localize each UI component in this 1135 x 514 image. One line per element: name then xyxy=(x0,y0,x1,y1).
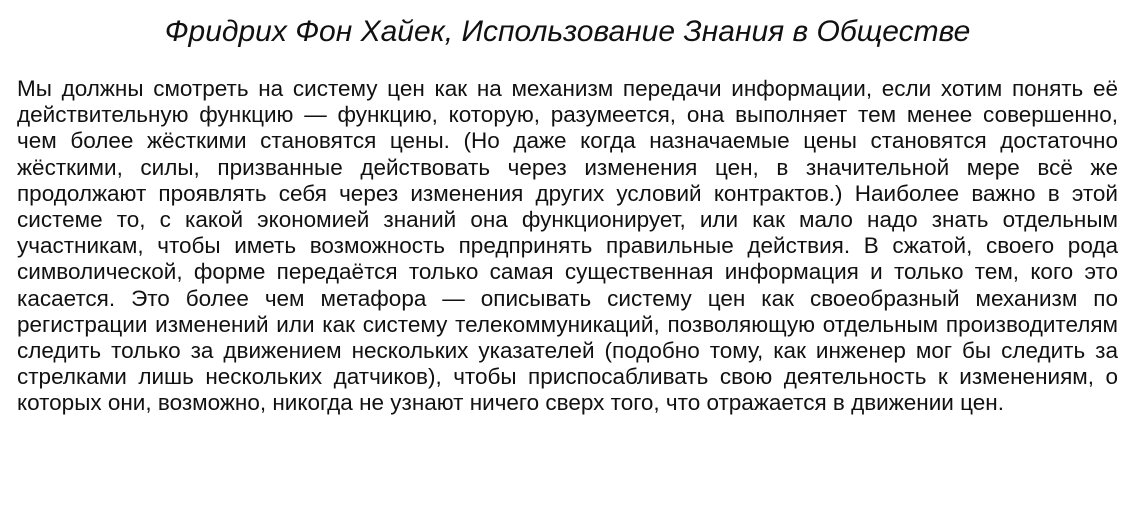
quote-paragraph: Мы должны смотреть на систему цен как на механизм передачи информации, если хотим понять её действительную функцию — функцию, которую, разумеется, она выполняет тем менее совершенно, чем более жёсткими становятся цены. (Но даже когда назначаемые цены становятся достаточно жёсткими, силы, призванные действовать через изменения цен, в значительной мере всё же продолжают проявлять себя через изменения других условий контрактов.) Наиболее важно в этой системе то, с какой экономией знаний она функционирует, или как мало надо знать отдельным участникам, чтобы иметь возможность предпринять правильные действия. В сжатой, своего рода символической, форме передаётся только самая существенная информация и только тем, кого это касается. Это более чем метафора — описывать систему цен как своеобразный механизм по регистрации изменений или как систему телекоммуникаций, позволяющую отдельным производителям следить только за движением нескольких указателей (подобно тому, как инженер мог бы следить за стрелками лишь нескольких датчиков), чтобы приспосабливать свою деятельность к изменениям, о которых они, возможно, никогда не узнают ничего сверх того, что отражается в движении цен. xyxy=(17,76,1118,416)
document-title: Фридрих Фон Хайек, Использование Знания в Обществе xyxy=(164,15,971,48)
